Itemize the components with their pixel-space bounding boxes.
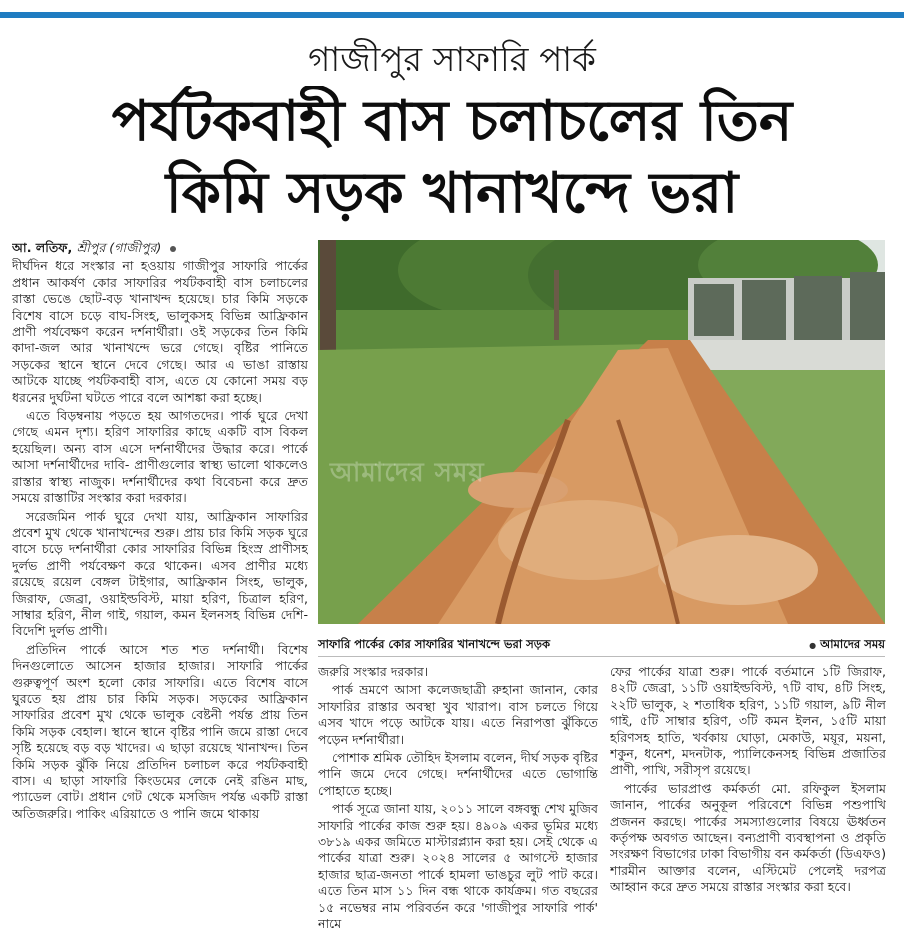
paragraph: সরেজমিন পার্ক ঘুরে দেখা যায়, আফ্রিকান সাফারির প্রবেশ মুখ থেকে খানাখন্দের শুরু। প্রায় চার কিমি সড়ক ঘুরে বাসে চড়ে দর্শনার্থীরা কোর সাফারির বিভিন্ন হিংস্র প্রাণীসহ দুর্লভ প্রাণী পর্যবেক্ষণ করে থাকেন। এসব প্রাণীর মধ্যে রয়েছে রয়েল বেঙ্গল টাইগার, আফ্রিকান সিংহ, ভালুক, জিরাফ, জেব্রা, ওয়াইল্ডবিস্ট, মায়া হরিণ, চিত্রাল হরিণ, সাম্বার হরিণ, নীল গাই, গয়াল, কমন ইলনসহ বিভিন্ন দেশি-বিদেশি দুর্লভ প্রাণী। — [12, 508, 308, 639]
byline — [12, 240, 308, 256]
paragraph: জরুরি সংস্কার দরকার। — [318, 664, 429, 679]
top-accent-bar — [0, 12, 904, 18]
paragraph: প্রতিদিন পার্কে আসে শত শত দর্শনার্থী। বিশেষ দিনগুলোতে আসেন হাজার হাজার। সাফারি পার্কের গুরুত্বপূর্ণ অংশ হলো কোর সাফারি। এতে বিশেষ বাসে ঘুরতে হয় প্রায় চার কিমি সড়ক। সড়কের আফ্রিকান সাফারির প্রবেশ মুখ থেকে ভালুক বেষ্টনী পর্যন্ত প্রায় তিন কিমি সড়ক বেহাল। স্থানে স্থানে বৃষ্টির পানি জমে রাস্তা দেবে সৃষ্টি হয়েছে বড় বড় খাদের। এ ছাড়া রয়েছে খানাখন্দ। তিন কিমি সড়ক ঝুঁকি নিয়ে প্রতিদিন চলাচল করে পর্যটকবাহী বাস। এ ছাড়া সাফারি কিংডমের লেকে নেই রঙিন মাছ, প্যাডেল বোট। প্রধান গেট থেকে মসজিদ পর্যন্ত একটি রাস্তা অতিজরুরি। পাকিং এরিয়াতে ও পানি জমে থাকায় — [12, 641, 308, 821]
paragraph: ফের পার্কের যাত্রা শুরু। পার্কে বর্তমানে ১টি জিরাফ, ৪২টি জেব্রা, ১১টি ওয়াইল্ডবিস্ট, ৭টি বাঘ, ৪টি সিংহ, ২২টি ভালুক, ২ শতাধিক হরিণ, ১১টি গয়াল, ৯টি নীল গাই, ৫টি সাম্বার হরিণ, ৩টি কমন ইলন, ১৫টি মায়া হরিণসহ হাতি, খর্বকায় ঘোড়া, মেকাউ, ময়ূর, ময়না, শকুন, ধনেশ, মদনটাক, প্যালিকেনসহ বিভিন্ন প্রজাতির প্রাণী, পাখি, সরীসৃপ রয়েছে। — [610, 664, 886, 778]
article-column-3 — [610, 664, 886, 932]
kicker: গাজীপুর সাফারি পার্ক — [308, 40, 596, 80]
photo-credit: ● আমাদের সময় — [809, 634, 885, 656]
paragraph: পার্ক ভ্রমণে আসা কলেজছাত্রী রুহানা জানান, কোর সাফারির রাস্তার অবস্থা খুব খারাপ। বাস চলতে গিয়ে এসব খাদে পড়ে আটকে যায়। এতে নিরাপত্তা ঝুঁকিতে পড়েন দর্শনার্থীরা। — [318, 682, 598, 747]
headline — [0, 86, 904, 230]
article-column-2 — [318, 664, 598, 932]
headline-line-2: কিমি সড়ক খানাখন্দে ভরা — [165, 161, 739, 226]
road-photo — [318, 240, 885, 624]
photo-caption: সাফারি পার্কের কোর সাফারির খানাখন্দে ভরা সড়ক — [318, 637, 550, 651]
byline-author: আ. লতিফ, — [12, 240, 73, 255]
paragraph: পার্কের ভারপ্রাপ্ত কর্মকর্তা মো. রফিকুল ইসলাম জানান, পার্কের অনুকূল পরিবেশে বিভিন্ন পশুপাখি প্রজনন করছে। পার্কের সমস্যাগুলোর বিষয়ে ঊর্ধ্বতন কর্তৃপক্ষ অবগত আছেন। বন্যপ্রাণী ব্যবস্থাপনা ও প্রকৃতি সংরক্ষণ বিভাগের ঢাকা বিভাগীয় বন কর্মকর্তা (ডিএফও) শারমীন আক্তার বলেন, এস্টিমেট পেলেই দরপত্র আহ্বান করে দ্রুত সময়ে রাস্তার সংস্কার করা হবে। — [610, 780, 886, 895]
caption-divider — [318, 656, 885, 657]
article-column-1 — [12, 240, 308, 932]
photo-caption-bar — [318, 634, 885, 654]
headline-line-1: পর্যটকবাহী বাস চলাচলের তিন — [111, 89, 793, 154]
paragraph: এতে বিড়ম্বনায় পড়তে হয় আগতদের। পার্ক ঘুরে দেখা গেছে এমন দৃশ্য। হরিণ সাফারির কাছে একটি বাস বিকল হয়েছিল। অন্য বাস এসে দর্শনার্থীদের উদ্ধার করে। পার্কে আসা দর্শনার্থীদের দাবি- প্রাণীগুলোর স্বাস্থ্য ভালো থাকলেও রাস্তার স্বাস্থ্য নাজুক। দর্শনার্থীদের কথা বিবেচনা করে দ্রুত সময়ে রাস্তাটির সংস্কার করা দরকার। — [12, 408, 308, 506]
byline-place: শ্রীপুর (গাজীপুর) — [76, 240, 162, 255]
road-photo-illustration — [318, 240, 885, 624]
byline-dot-icon — [170, 246, 176, 252]
paragraph: পোশাক শ্রমিক তৌহিদ ইসলাম বলেন, দীর্ঘ সড়ক বৃষ্টির পানি জমে দেবে গেছে। দর্শনার্থীদের এতে ভোগান্তি পোহাতে হচ্ছে। — [318, 750, 598, 798]
paragraph: দীর্ঘদিন ধরে সংস্কার না হওয়ায় গাজীপুর সাফারি পার্কের প্রধান আকর্ষণ কোর সাফারির পর্যটকবাহী বাস চলাচলের রাস্তা ভেঙে ছোট-বড় খানাখন্দ হয়েছে। চার কিমি সড়কে বিশেষ বাসে চড়ে বাঘ-সিংহ, ভালুকসহ বিভিন্ন আফ্রিকান প্রাণী পর্যবেক্ষণ করেন দর্শনার্থীরা। ওই সড়কের তিন কিমি কাদা-জল আর খানাখন্দে ভরে গেছে। বৃষ্টির পানিতে সড়কের স্থানে স্থানে দেবে গেছে। আর এ ভাঙা রাস্তায় আটকে যাচ্ছে পর্যটকবাহী বাস, এতে যে কোনো সময় বড় ধরনের দুর্ঘটনা ঘটতে পারে বলে আশঙ্কা করা হচ্ছে। — [12, 258, 308, 405]
photo-watermark: আমাদের সময় — [330, 458, 485, 488]
paragraph: পার্ক সূত্রে জানা যায়, ২০১১ সালে বঙ্গবন্ধু শেখ মুজিব সাফারি পার্কের কাজ শুরু হয়। ৪৯০৯ একর ভূমির মধ্যে ৩৮১৯ একর জমিতে মাস্টারপ্ল্যান করা হয়। সেই থেকে এ পার্কের যাত্রা শুরু। ২০২৪ সালের ৫ আগস্টে হাজার হাজার ছাত্র-জনতা পার্কে হামলা ভাঙচুর লুট পাট করে। এতে তিন মাস ১১ দিন বন্ধ থাকে কার্যক্রম। গত বছরের ১৫ নভেম্বর নাম পরিবর্তন করে 'গাজীপুর সাফারি পার্ক' নামে — [318, 801, 598, 932]
